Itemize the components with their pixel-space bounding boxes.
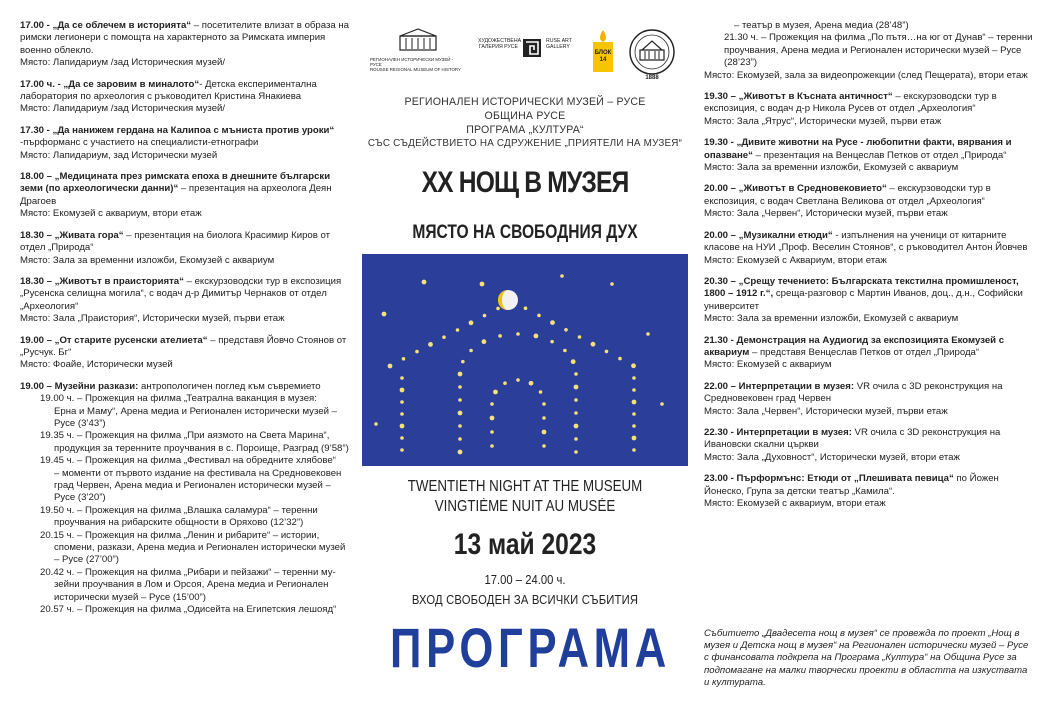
star-dot bbox=[571, 359, 576, 364]
event-place: Място: Фоайе, Исторически музей bbox=[20, 359, 173, 371]
poster-subtitle: МЯСТО НА СВОБОДНИЯ ДУХ bbox=[412, 222, 638, 243]
museum-building-icon bbox=[398, 28, 438, 52]
program-event bbox=[704, 91, 1034, 128]
star-dot bbox=[490, 416, 495, 421]
star-dot bbox=[458, 372, 463, 377]
screening-item bbox=[20, 567, 350, 604]
event-hours: 17.00 – 24.00 ч. bbox=[484, 573, 566, 587]
event-desc: антропологичен поглед към съвремието bbox=[138, 380, 321, 392]
star-dot bbox=[632, 388, 636, 392]
screening-rest: проучвания на рибарските общности в Оряхово (12’32”) bbox=[54, 517, 304, 529]
star-dot bbox=[458, 424, 462, 428]
event-desc: – екскурзоводски тур в експозиция „Русенска селищна могила“, с водач д-р Димитър Чернаков от отдел „Археология“ bbox=[20, 275, 342, 312]
star-dot bbox=[605, 350, 609, 354]
star-dot bbox=[646, 332, 650, 336]
star-dot bbox=[388, 364, 393, 369]
event-desc: – екскурзоводски тур в експозиция, с водач д-р Никола Русев от отдел „Археология“ bbox=[704, 91, 997, 115]
star-dot bbox=[524, 306, 528, 310]
event-place: Място: Екомузей с аквариум, втори етаж bbox=[704, 498, 886, 509]
screening-head: 19.45 ч. – Прожекция на филма „Фестивал на обредните хлябове“ bbox=[40, 455, 336, 467]
star-dot bbox=[482, 339, 487, 344]
star-dot bbox=[563, 349, 567, 353]
star-dot bbox=[542, 444, 546, 448]
star-dot bbox=[574, 398, 578, 402]
star-dot bbox=[400, 388, 405, 393]
star-dot bbox=[550, 320, 555, 325]
event-title: 22.00 – Интерпретации в музея: bbox=[704, 380, 855, 392]
event-desc: – презентация на археолога Деян Драгоев bbox=[20, 183, 332, 207]
star-dot bbox=[461, 360, 465, 364]
event-title: 17.00 ч. - „Да се заровим в миналото“ bbox=[20, 78, 200, 90]
star-dot bbox=[574, 372, 578, 376]
event-desc: - изпълнения на ученици от китарните класове на НУИ „Проф. Веселин Стоянов“, с ръководител Антон Йовчев bbox=[704, 229, 1028, 254]
header-line: СЪС СЪДЕЙСТВИЕТО НА СДРУЖЕНИЕ „ПРИЯТЕЛИ НА МУЗЕЯ“ bbox=[367, 138, 683, 150]
star-dot bbox=[382, 312, 387, 317]
star-dot bbox=[542, 430, 547, 435]
program-event bbox=[704, 427, 1034, 464]
event-title: 19.00 – Музейни разкази: bbox=[20, 380, 139, 392]
program-event bbox=[20, 79, 350, 116]
star-dot bbox=[631, 363, 636, 368]
star-dot bbox=[574, 437, 578, 441]
screening-item bbox=[20, 393, 350, 430]
screening-head: 20.42 ч. – Прожекция на филма „Рибари и пейзажи“ – теренни му- bbox=[40, 566, 336, 578]
event-desc: VR очила с 3D реконструкция на Ивановски скални църкви bbox=[704, 426, 1001, 451]
star-dot bbox=[458, 437, 462, 441]
star-dot bbox=[574, 411, 578, 415]
continuation-line: – театър в музея, Арена медиа (28’48”) bbox=[734, 20, 909, 31]
star-house-illustration bbox=[362, 254, 688, 466]
star-dot bbox=[564, 328, 568, 332]
star-dot bbox=[574, 424, 579, 429]
event-title: 19.00 – „От старите русенски ателиета“ bbox=[20, 334, 208, 346]
star-dot bbox=[574, 450, 578, 454]
event-place: Място: Зала за временни изложби, Екомузей с аквариум bbox=[704, 313, 959, 325]
moon-face-icon bbox=[498, 290, 518, 310]
event-title: 19.30 – „Животът в Късната античност“ bbox=[704, 91, 893, 103]
star-dot bbox=[632, 400, 637, 405]
star-dot bbox=[428, 342, 433, 347]
event-title: 18.00 – „Медицината през римската епоха в днешните български земи (по археологически данни)“ bbox=[20, 171, 331, 195]
event-title: 23.00 - Пърформънс: Етюди от „Плешивата певица“ bbox=[704, 473, 954, 485]
star-dot bbox=[503, 381, 507, 385]
seal-building-icon bbox=[628, 28, 676, 76]
program-event bbox=[20, 276, 350, 326]
right-program-column bbox=[704, 20, 1034, 519]
screening-head: 19.00 ч. – Прожекция на филма „Театрална ваканция в музея: bbox=[40, 393, 317, 405]
event-title: 18.30 – „Животът в праисторията“ bbox=[20, 275, 184, 287]
event-place: Място: Екомузей, зала за видеопрожекции (след Пещерата), втори етаж bbox=[704, 69, 1028, 81]
screening-head: 20.15 ч. – Прожекция на филма „Ленин и рибарите“ – истории, bbox=[40, 529, 320, 541]
star-dot bbox=[469, 320, 474, 325]
event-place: Място: Зала „Духовност“, Исторически музей, втори етаж bbox=[704, 451, 960, 463]
event-desc: VR очила с 3D реконструкция на Средновековен град Червен bbox=[704, 380, 1003, 405]
header-line: ПРОГРАМА „КУЛТУРА“ bbox=[466, 123, 584, 136]
event-place: Място: Зала за временни изложби, Екомузей с аквариум bbox=[20, 254, 275, 266]
star-dot bbox=[632, 424, 636, 428]
event-title: 19.30 - „Дивите животни на Русе - любопитни факти, вярвания и опазване“ bbox=[704, 137, 1012, 161]
star-dot bbox=[400, 436, 404, 440]
program-heading: ПРОГРАМА bbox=[390, 616, 671, 679]
program-event bbox=[704, 276, 1034, 326]
star-dot bbox=[632, 436, 637, 441]
star-dot bbox=[542, 416, 546, 420]
gallery-meander-icon bbox=[522, 38, 542, 58]
poster-title: XX НОЩ В МУЗЕЯ bbox=[421, 166, 629, 199]
program-event bbox=[704, 230, 1034, 267]
star-dot bbox=[574, 385, 579, 390]
star-dot bbox=[442, 335, 446, 339]
star-dot bbox=[534, 334, 539, 339]
event-title: 20.00 – „Музикални етюди“ bbox=[704, 229, 833, 241]
event-desc: по Йожен Йонеско, Група за детски театър „Камила“. bbox=[704, 473, 999, 497]
screening-rest: зейни проучвания в Лом и Орсоя, Арена медиа и Регионален исторически музей – Русе (15’00”) bbox=[54, 579, 329, 603]
star-dot bbox=[560, 274, 564, 278]
star-dot bbox=[400, 424, 405, 429]
star-dot bbox=[516, 378, 520, 382]
screening-rest: Ерна и Маму“, Арена медиа и Регионален исторически музей – Русе (3’43”) bbox=[54, 405, 337, 429]
screening-item bbox=[20, 430, 350, 455]
museum-logo bbox=[370, 28, 466, 72]
screening-item bbox=[20, 604, 350, 616]
star-dot bbox=[400, 400, 404, 404]
logo-row bbox=[352, 28, 698, 88]
star-dot bbox=[632, 412, 636, 416]
star-dot bbox=[632, 448, 636, 452]
event-place: Място: Зала „Праистория“, Исторически музей, първи етаж bbox=[20, 313, 285, 325]
event-desc: -пърформанс с участието на специалисти-етнографи bbox=[20, 137, 259, 149]
star-dot bbox=[632, 376, 636, 380]
event-title: 17.00 - „Да се облечем в историята“ bbox=[20, 20, 192, 31]
program-event bbox=[20, 125, 350, 162]
event-place: Място: Зала „Червен“, Исторически музей, първи етаж bbox=[704, 405, 948, 417]
program-event bbox=[704, 335, 1034, 372]
friends-seal-logo bbox=[628, 28, 676, 88]
screening-head: 19.35 ч. – Прожекция на филма „При аязмото на Света Марина“, bbox=[40, 430, 330, 442]
star-dot bbox=[537, 314, 541, 318]
program-event bbox=[20, 20, 350, 70]
program-event bbox=[20, 335, 350, 372]
screening-item bbox=[20, 530, 350, 567]
event-title: 17.30 - „Да нанижем гердана на Калипоа с мъниста против уроки“ bbox=[20, 124, 335, 136]
event-place: Място: Зала за временни изложби, Екомузей с аквариум bbox=[704, 162, 959, 174]
event-title: 20.30 – „Срещу течението: Българската текстилна промишленост, 1800 – 1912 г.“, bbox=[704, 275, 1019, 300]
event-desc: – презентация на биолога Красимир Киров от отдел „Природа“ bbox=[20, 229, 331, 254]
museum-tales-event bbox=[20, 381, 350, 617]
star-dot bbox=[618, 357, 622, 361]
event-desc: – посетителите влизат в образа на римски легионери с помощта на характерното за Римската империя военно облекло. bbox=[20, 20, 349, 56]
screening-head: 20.57 ч. – Прожекция на филма „Одисейта на Египетския лешояд“ bbox=[40, 604, 337, 616]
screening-head: 19.50 ч. – Прожекция на филма „Влашка саламура“ – теренни bbox=[40, 504, 318, 516]
event-desc: – представя Йовчо Стоянов от „Русчук. Бг“ bbox=[20, 334, 347, 358]
event-title: 22.30 - Интерпретации в музея: bbox=[704, 426, 852, 438]
star-dot bbox=[610, 282, 614, 286]
event-date: 13 май 2023 bbox=[453, 528, 597, 561]
screening-continuation bbox=[704, 20, 1034, 82]
star-dot bbox=[469, 349, 473, 353]
star-dot bbox=[483, 314, 487, 318]
star-dot bbox=[422, 280, 427, 285]
star-dot bbox=[498, 334, 502, 338]
star-dot bbox=[542, 402, 546, 406]
star-dot bbox=[400, 412, 404, 416]
star-dot bbox=[458, 398, 462, 402]
event-title: 21.30 - Демонстрация на Аудиогид за експозицията Екомузей с аквариум bbox=[704, 334, 1005, 358]
event-desc: – екскурзоводски тур в експозиция, с водач Светлана Великова от отдел „Археология“ bbox=[704, 183, 991, 207]
program-event bbox=[704, 137, 1034, 174]
seal-year: 1888 bbox=[645, 75, 659, 81]
gallery-logo-text-en: RUSE ART GALLERY bbox=[546, 38, 572, 50]
event-desc: – презентация на Венцеслав Петков от отдел „Природа“ bbox=[752, 149, 1007, 161]
program-event bbox=[20, 171, 350, 221]
screening-rest: – моменти от първото издание на фестивала на Средновековен град Червен, Арена медиа и Регионален исторически музей – Русе (3’20”) bbox=[54, 467, 342, 504]
free-entry-note: ВХОД СВОБОДЕН ЗА ВСИЧКИ СЪБИТИЯ bbox=[411, 593, 639, 607]
star-dot bbox=[400, 376, 404, 380]
event-place: Място: Зала „Червен“, Исторически музей, първи етаж bbox=[704, 208, 948, 220]
museum-logo-text-en: ROUSSE REGIONAL MUSEUM OF HISTORY bbox=[370, 67, 461, 72]
event-place: Място: Лапидариум, зад Исторически музей bbox=[20, 149, 218, 161]
program-event bbox=[20, 230, 350, 267]
star-dot bbox=[374, 422, 378, 426]
program-event bbox=[704, 473, 1034, 510]
night-sky-artwork bbox=[362, 254, 688, 466]
event-place: Място: Екомузей с аквариум, втори етаж bbox=[20, 208, 202, 220]
museum-logo-text: РЕГИОНАЛЕН ИСТОРИЧЕСКИ МУЗЕЙ - РУСЕ bbox=[370, 57, 454, 67]
star-dot bbox=[458, 411, 463, 416]
screening-rest: продукция за теренните проучвания в с. Пороище, Разград (9’58”) bbox=[54, 442, 349, 454]
event-place: Място: Лапидариум /зад Историческия музей/ bbox=[20, 103, 226, 115]
screening-item bbox=[20, 505, 350, 530]
left-program-column bbox=[20, 20, 350, 625]
star-dot bbox=[480, 282, 485, 287]
event-place: Място: Екомузей с Аквариум, втори етаж bbox=[704, 254, 887, 266]
header-line: РЕГИОНАЛЕН ИСТОРИЧЕСКИ МУЗЕЙ – РУСЕ bbox=[404, 96, 646, 108]
blok14-logo bbox=[588, 28, 618, 80]
event-place: Място: Зала „Ятрус“, Исторически музей, първи етаж bbox=[704, 115, 942, 127]
screening-rest: спомени, разкази, Арена медиа и Регионален исторически музей – Русе (27’00”) bbox=[54, 542, 346, 566]
star-dot bbox=[660, 402, 664, 406]
star-dot bbox=[458, 385, 462, 389]
star-dot bbox=[529, 381, 534, 386]
gallery-logo-text: ХУДОЖЕСТВЕНА ГАЛЕРИЯ РУСЕ bbox=[478, 38, 522, 50]
project-footnote: Събитието „Двадесета нощ в музея“ се провежда по проект „Нощ в музея и Детска нощ в музея“ на Регионален исторически музей – Русе с финансовата подкрепа на Програма „Култура“ на Община Русе за подпомагане на малки творчески проекти в областта на изкуствата и културата. bbox=[704, 628, 1029, 688]
star-dot bbox=[456, 328, 460, 332]
french-title: VINGTIÈME NUIT AU MUSÉE bbox=[434, 498, 616, 515]
star-dot bbox=[415, 350, 419, 354]
english-title: TWENTIETH NIGHT AT THE MUSEUM bbox=[407, 478, 643, 495]
event-title: 20.00 – „Животът в Средновековието“ bbox=[704, 183, 887, 195]
event-desc: - Детска експериментална лаборатория по археология с ръководител Кристина Янакиева bbox=[20, 78, 317, 103]
blok14-text: БЛОК 14 bbox=[594, 50, 612, 63]
program-event bbox=[704, 183, 1034, 220]
program-event bbox=[704, 381, 1034, 418]
continuation-line: 21.30 ч. – Прожекция на филма „По пътя…на юг от Дунав“ – теренни проучвания, Арена медиа и Регионален исторически музей – Русе (28’23”) bbox=[724, 32, 1033, 69]
header-line: ОБЩИНА РУСЕ bbox=[484, 109, 566, 122]
star-dot bbox=[402, 357, 406, 361]
star-dot bbox=[458, 450, 463, 455]
star-dot bbox=[591, 342, 596, 347]
star-dot bbox=[550, 340, 554, 344]
star-dot bbox=[490, 444, 494, 448]
star-dot bbox=[516, 332, 520, 336]
event-place: Място: Екомузей с аквариум bbox=[704, 359, 832, 371]
star-dot bbox=[493, 390, 498, 395]
event-desc: среща-разговор с Мартин Иванов, доц., д.н., Софийски университет bbox=[704, 288, 1023, 312]
star-dot bbox=[490, 430, 494, 434]
star-dot bbox=[400, 448, 404, 452]
organizers-header bbox=[352, 96, 698, 151]
star-dot bbox=[539, 390, 543, 394]
screening-item bbox=[20, 455, 350, 505]
star-dot bbox=[578, 335, 582, 339]
event-desc: – представя Венцеслав Петков от отдел „Природа“ bbox=[749, 346, 980, 358]
star-dot bbox=[496, 307, 500, 311]
star-dot bbox=[490, 402, 494, 406]
event-title: 18.30 – „Живата гора“ bbox=[20, 229, 124, 241]
event-place: Място: Лапидариум /зад Историческия музей/ bbox=[20, 57, 226, 69]
center-panel bbox=[352, 0, 698, 710]
